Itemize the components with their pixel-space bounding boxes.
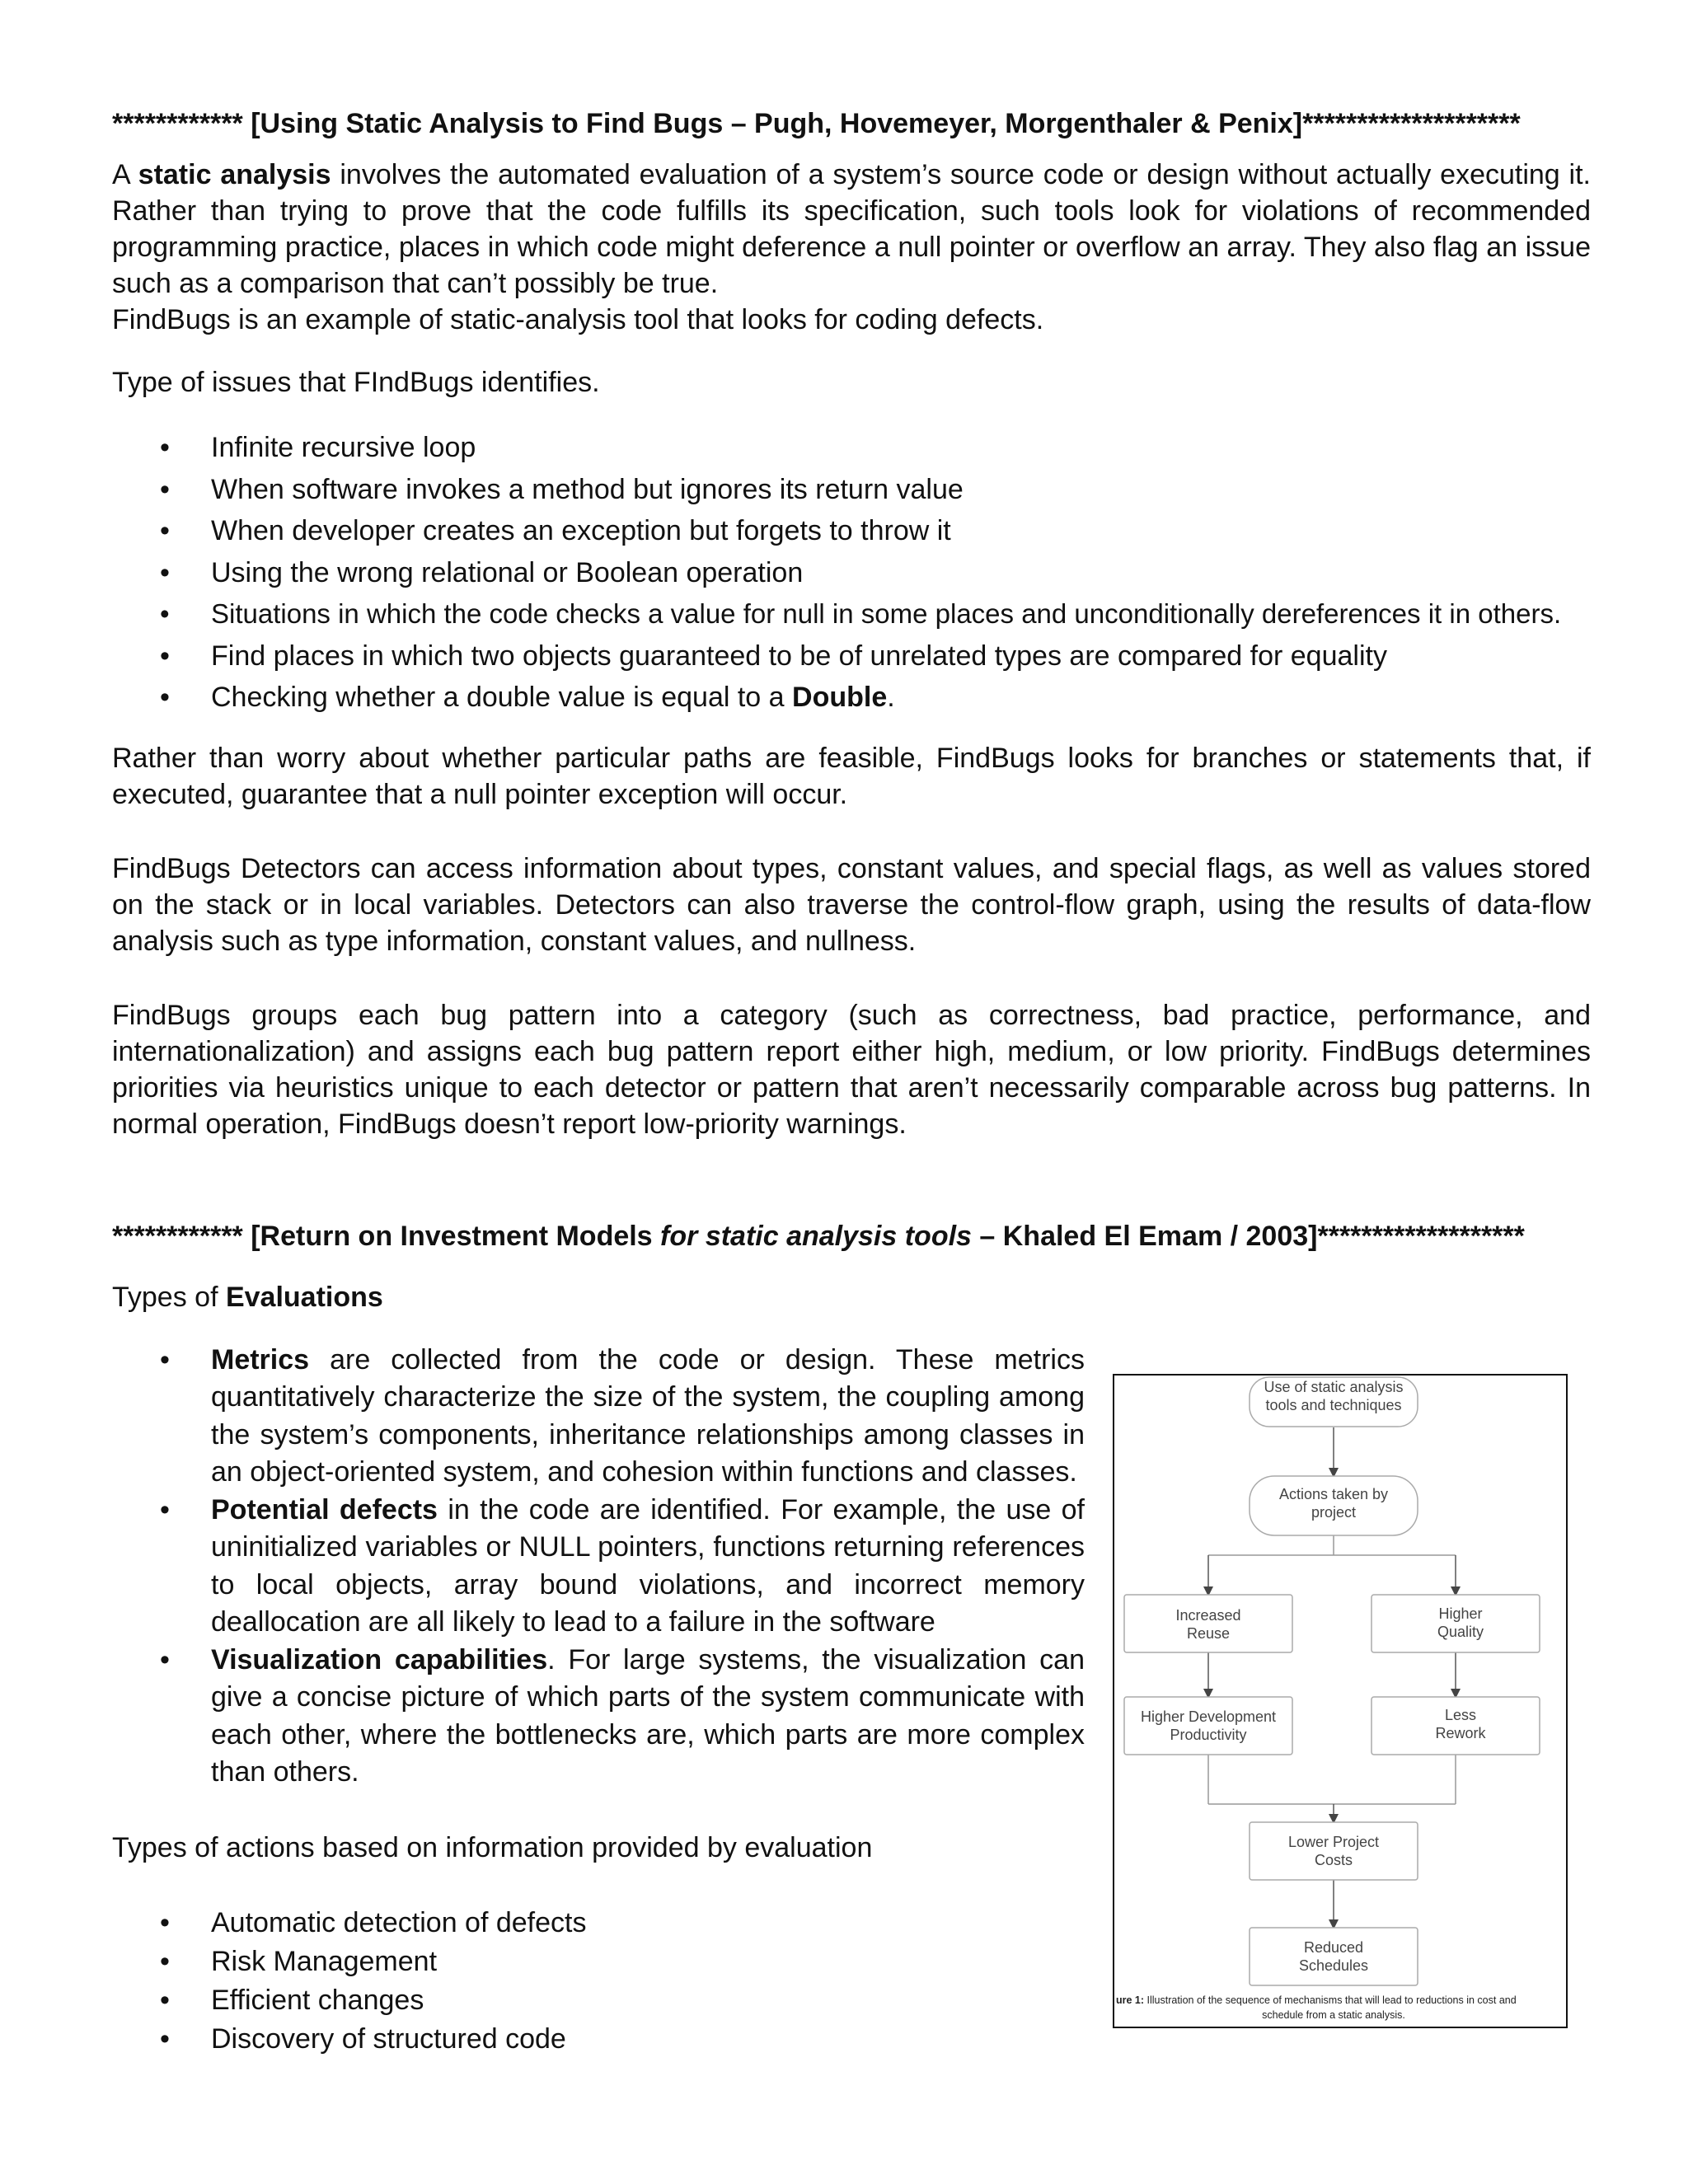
box-reuse-line2: Reuse xyxy=(1186,1625,1231,1642)
box-costs-line2: Costs xyxy=(1314,1852,1353,1868)
bullet-icon: • xyxy=(160,682,170,713)
figure-caption-line1: ure 1: Illustration of the sequence of mechanisms that will lead to reductions in cost and xyxy=(1116,1994,1517,2006)
list-item: • Situations in which the code checks a value for null in some places and unconditionally dereferences it in others. xyxy=(112,593,1591,635)
intro-text-rest: involves the automated evaluation of a system’s source code or design without actually executing it. Rather than trying to prove that the code fulfills its specification, such tools look for violations of recommended programming practice, places in which code might deference a null pointer or overflow an array. They also flag an issue such as a comparison that can’t possibly be true. xyxy=(112,159,1592,299)
box-lower-costs xyxy=(1250,1822,1418,1880)
bullet-icon: • xyxy=(160,1945,170,1977)
box-top-line2: tools and techniques xyxy=(1265,1397,1402,1413)
bullet-icon: • xyxy=(160,1493,170,1526)
box-rework-line2: Rework xyxy=(1435,1725,1486,1741)
bullet-icon: • xyxy=(160,432,170,463)
paragraph-paths: Rather than worry about whether particular paths are feasible, FindBugs looks for branches or statements that, if executed, guarantee that a null pointer exception will occur. xyxy=(112,742,1591,810)
box-reduced-schedules xyxy=(1250,1928,1418,1985)
list-item: • Discovery of structured code xyxy=(112,2020,1085,2059)
list-item: • Automatic detection of defects xyxy=(112,1904,1085,1943)
box-rework-line1: Less xyxy=(1444,1707,1477,1723)
intro-paragraph xyxy=(112,157,1591,302)
box-increased-reuse xyxy=(1124,1595,1292,1652)
box-costs-line1: Lower Project xyxy=(1287,1834,1380,1850)
list-item: • Metrics are collected from the code or design. These metrics quantitatively characterize the size of the system, the coupling among the system’s components, inheritance relationships among classes in an object-oriented system, and cohesion within functions and classes. xyxy=(112,1342,1085,1492)
box-higher-productivity xyxy=(1124,1697,1292,1755)
bullet-icon: • xyxy=(160,515,170,546)
box-productivity-line2: Productivity xyxy=(1170,1727,1247,1743)
list-item: • Using the wrong relational or Boolean operation xyxy=(112,552,1591,594)
evaluations-intro: Types of Evaluations xyxy=(112,1281,383,1313)
bullet-icon: • xyxy=(160,1906,170,1938)
bullet-icon: • xyxy=(160,1343,170,1376)
box-reuse-line1: Increased xyxy=(1175,1607,1241,1624)
box-actions-line1: Actions taken by xyxy=(1278,1486,1389,1502)
actions-list xyxy=(112,1904,1085,2059)
list-item: • Efficient changes xyxy=(112,1981,1085,2020)
list-item: • When developer creates an exception but forgets to throw it xyxy=(112,510,1591,552)
list-item: • Infinite recursive loop xyxy=(112,427,1591,469)
paragraph-detectors: FindBugs Detectors can access information about types, constant values, and special flags, as well as values stored on the stack or in local variables. Detectors can also traverse the control-flow graph, using the results of data-flow analysis such as type information, constant values, and nullness. xyxy=(112,852,1591,957)
section2-heading: ************ [Return on Investment Models for static analysis tools – Khaled El Emam / 2003]******************* xyxy=(112,1220,1525,1252)
list-item: • Visualization capabilities. For large systems, the visualization can give a concise picture of which parts of the system communicate with each other, where the bottlenecks are, which parts are more complex than others. xyxy=(112,1642,1085,1792)
box-actions-line2: project xyxy=(1311,1504,1357,1521)
intro-bold-term: static analysis xyxy=(138,159,331,190)
bullet-icon: • xyxy=(160,556,170,588)
evaluations-list xyxy=(112,1342,1085,1792)
bullet-icon: • xyxy=(160,640,170,672)
box-schedules-line2: Schedules xyxy=(1298,1957,1369,1974)
findbugs-line: FindBugs is an example of static-analysis tool that looks for coding defects. xyxy=(112,304,1044,335)
section1-heading: ************ [Using Static Analysis to Find Bugs – Pugh, Hovemeyer, Morgenthaler & Penix]******************** xyxy=(112,108,1521,139)
list-item: • Find places in which two objects guaranteed to be of unrelated types are compared for equality xyxy=(112,635,1591,677)
bullet-icon: • xyxy=(160,2022,170,2055)
bullet-icon: • xyxy=(160,473,170,505)
box-schedules-line1: Reduced xyxy=(1303,1939,1364,1956)
figure-caption-line2: schedule from a static analysis. xyxy=(1262,2009,1405,2021)
list-item: • Potential defects in the code are identified. For example, the use of uninitialized variables or NULL pointers, functions returning references to local objects, array bound violations, and incorrect memory deallocation are all likely to lead to a failure in the software xyxy=(112,1492,1085,1642)
issues-intro: Type of issues that FIndBugs identifies. xyxy=(112,367,600,398)
list-item: • Risk Management xyxy=(112,1943,1085,1981)
box-top-line1: Use of static analysis xyxy=(1264,1379,1404,1395)
flow-diagram-figure xyxy=(1113,1374,1568,2028)
list-item: • Checking whether a double value is equal to a Double. xyxy=(112,677,1591,719)
box-productivity-line1: Higher Development xyxy=(1140,1708,1277,1725)
box-quality-line2: Quality xyxy=(1437,1624,1484,1640)
issues-list xyxy=(112,427,1591,719)
bullet-icon: • xyxy=(160,598,170,629)
intro-text-a: A xyxy=(112,159,138,190)
evaluations-column xyxy=(112,1342,1085,2059)
bullet-icon: • xyxy=(160,1984,170,2016)
box-quality-line1: Higher xyxy=(1438,1605,1483,1622)
list-item: • When software invokes a method but ignores its return value xyxy=(112,469,1591,511)
paragraph-categories: FindBugs groups each bug pattern into a category (such as correctness, bad practice, performance, and internationalization) and assigns each bug pattern report either high, medium, or low priority. FindBugs determines priorities via heuristics unique to each detector or pattern that aren’t necessarily comparable across bug patterns. In normal operation, FindBugs doesn’t report low-priority warnings. xyxy=(112,999,1591,1140)
bullet-icon: • xyxy=(160,1643,170,1675)
actions-intro: Types of actions based on information provided by evaluation xyxy=(112,1831,873,1863)
